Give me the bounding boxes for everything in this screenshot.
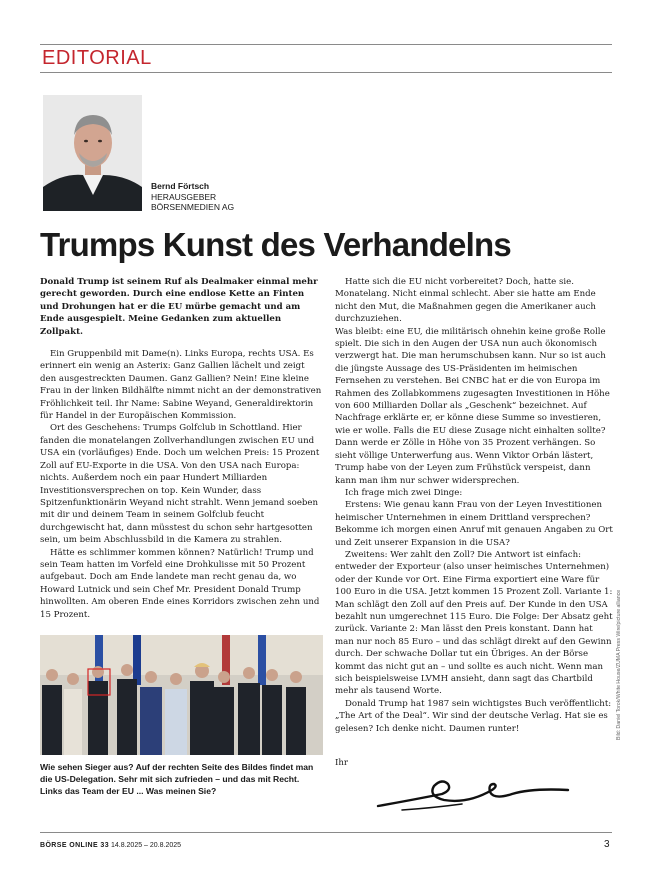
footer xyxy=(40,842,181,849)
closing-word: Ihr xyxy=(335,758,349,768)
section-label: EDITORIAL xyxy=(42,47,152,69)
body-paragraph: Donald Trump hat 1987 sein wichtigstes Buch veröffentlicht: „The Art of the Deal“. Wir sind der deutsche Verlag. Hat sie es gelesen? Ich denke nicht. Daumen runter! xyxy=(335,698,612,734)
top-rule xyxy=(40,44,612,45)
author-portrait xyxy=(43,95,142,211)
signature-graphic xyxy=(372,760,572,816)
headline: Trumps Kunst des Verhandelns xyxy=(40,226,511,263)
section-rule xyxy=(40,72,612,73)
page-number: 3 xyxy=(604,839,610,850)
author-role: HERAUSGEBER xyxy=(151,191,217,202)
publication-name: BÖRSE ONLINE 33 xyxy=(40,842,110,849)
delegation-photo-image xyxy=(40,635,323,755)
group-photo xyxy=(40,635,323,755)
photo-caption: Wie sehen Sieger aus? Auf der rechten Seite des Bildes findet man die US-Delegation. Sehr mit sich zufrieden – und das mit Recht. Links das Team der EU ... Was meinen Sie? xyxy=(40,762,314,796)
body-paragraph: Ort des Geschehens: Trumps Golfclub in Schottland. Hier fanden die monatelangen Zollverhandlungen zwischen EU und USA ein (vorläufiges) Ende. Doch um welchen Preis: 15 Prozent Zoll auf EU-Exporte in die USA. Von den USA nach Europa: nichts. Außerdem noch ein paar Hundert Milliarden Investitionsversprechen on top. Kein Wunder, dass Spitzenfunktionärin Weyand nicht strahlt. Wenn jemand soeben mit dir und deinem Team in seinem Golfclub feucht durchgewischt hat, dann müsstest du schon sehr hartgesotten sein, um beim Abschlussbild in die Kamera zu strahlen. xyxy=(40,423,320,546)
portrait-image xyxy=(43,95,142,211)
body-paragraph: Ich frage mich zwei Dinge: xyxy=(345,487,463,498)
right-column xyxy=(335,276,613,735)
body-paragraph: Ein Gruppenbild mit Dame(n). Links Europa, rechts USA. Es erinnert ein wenig an Asterix: Ganz Gallien lächelt und zeigt den ausgestreckten Daumen. Ganz Gallien? Nein! Eine kleine Frau in der linken Bildhälfte nimmt nicht an der demonstrativen Fröhlichkeit teil. Ihr Name: Sabine Weyand, Generaldirektorin für Handel in der Europäischen Kommission. xyxy=(40,349,322,422)
left-column xyxy=(40,276,323,621)
author-name: Bernd Förtsch xyxy=(151,181,210,191)
photo-credit: Bild: Daniel Torok/White House/ZUMA Press Wire/picture alliance xyxy=(616,589,622,740)
body-paragraph: Erstens: Wie genau kann Frau von der Leyen Investitionen heimischer Unternehmen in einem Drittland versprechen? Bekomme ich morgen einen Anruf mit genauen Angaben zu Ort und Zeit unserer Expansion in die USA? xyxy=(335,500,613,548)
body-paragraph: Was bleibt: eine EU, die militärisch ohnehin keine große Rolle spielt. Die sich in den Augen der USA nun auch ökonomisch verzwergt hat. Die man herumschubsen kann. Nur so ist auch die jüngste Aussage des US-Präsidenten im heimischen Fernsehen zu verstehen. Bei CNBC hat er die von Europa im Rahmen des Zollabkommens zugesagten Investitionen in Höhe von 600 Milliarden Dollar als „Geschenk“ bezeichnet. Auf Nachfrage erklärte er, er könne diese Summe so investieren, wie er wolle. Falls die EU diese Zusage nicht einhalten sollte? Dann werde er Zölle in Höhe von 35 Prozent verhängen. So sieht völlige Unterwerfung aus. Wenn Viktor Orbán lästert, Trump habe von der Leyen zum Frühstück verspeist, dann kann man ihm nur schwer widersprechen. xyxy=(335,326,610,486)
body-paragraph: Hatte sich die EU nicht vorbereitet? Doch, hatte sie. Monatelang. Nicht einmal schlecht. Aber sie hatte am Ende nicht den Mut, die Maßnahmen gegen die Amerikaner auch durchzuziehen. xyxy=(335,277,596,325)
issue-dates: 14.8.2025 – 20.8.2025 xyxy=(110,842,182,849)
footer-rule xyxy=(40,832,612,833)
author-company: BÖRSENMEDIEN AG xyxy=(151,202,235,212)
body-paragraph: Zweitens: Wer zahlt den Zoll? Die Antwort ist einfach: entweder der Exporteur (also unser heimisches Unternehmen) oder der Kunde vor Ort. Eine Firma exportiert eine Ware für 100 Euro in die USA. Jetzt kommen 15 Prozent Zoll. Variante 1: Man schlägt den Zoll auf den Preis auf. Der Kunde in den USA bezahlt nun umgerechnet 115 Euro. Die Folge: Der Absatz geht zurück. Variante 2: Man lässt den Preis konstant. Dann hat man nur noch 85 Euro – und das schlägt direkt auf den Gewinn durch. Der schwache Dollar tut ein Übriges. An der Börse kommt das nicht gut an – und sollte es auch nicht. Wenn man sich beispielsweise LVMH ansieht, dann sagt das Chartbild mehr als tausend Worte. xyxy=(335,549,613,697)
body-paragraph: Hätte es schlimmer kommen können? Natürlich! Trump und sein Team hatten im Vorfeld eine Drohkulisse mit 50 Prozent aufgebaut. Doch am Ende landete man recht genau da, wo Howard Lutnick und sein Chef Mr. President Donald Trump hinwollten. Am oberen Ende eines Korridors zwischen zehn und 15 Prozent. xyxy=(40,547,320,620)
lead-paragraph: Donald Trump ist seinem Ruf als Dealmaker einmal mehr gerecht geworden. Durch eine endlose Kette an Finten und Drohungen hat er die EU mürbe gemacht und am Ende ausgespielt. Meine Gedanken zum aktuellen Zollpakt. xyxy=(40,277,318,337)
author-byline xyxy=(151,181,234,213)
